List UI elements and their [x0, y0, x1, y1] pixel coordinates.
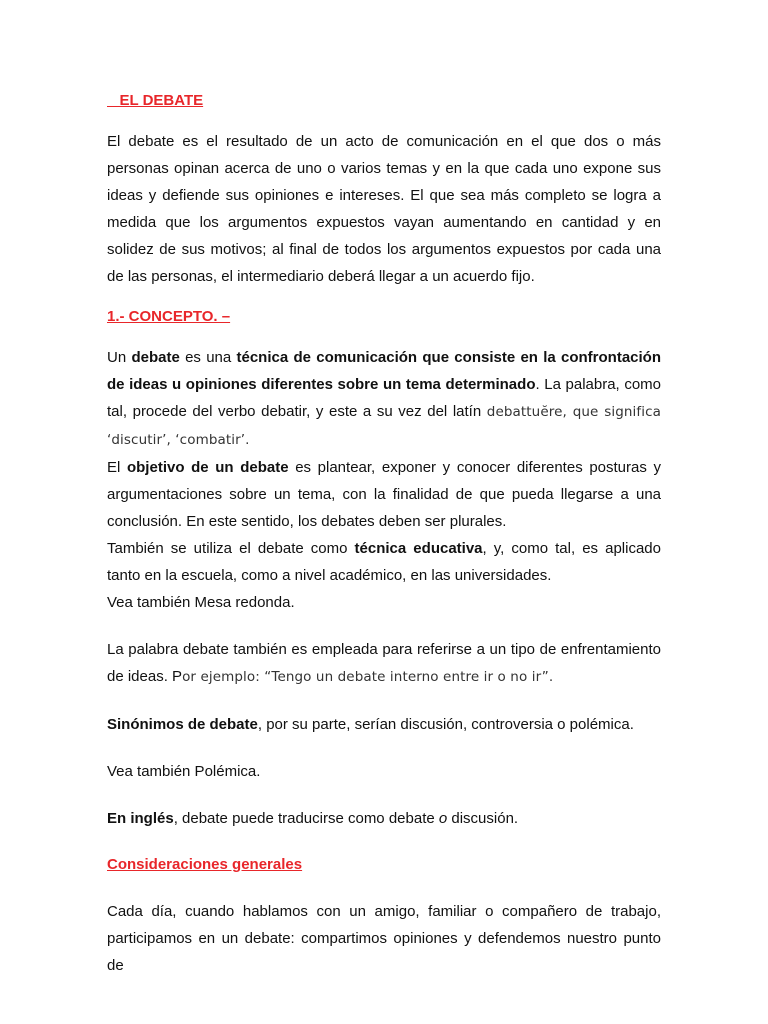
concepto-paragraph-2: El objetivo de un debate es plantear, exponer y conocer diferentes posturas y argumentaciones sobre un tema, con la finalidad de que pueda llegarse a una conclusión. En este sentido, los debates deben ser plurales. [107, 459, 661, 530]
synonyms-paragraph: Sinónimos de debate, por su parte, serían discusión, controversia o polémica. [107, 716, 634, 733]
section-heading-concepto: 1.- CONCEPTO. – [107, 308, 231, 325]
section-heading-consideraciones: Consideraciones generales [107, 856, 303, 873]
see-also-polemica: Vea también Polémica. [107, 763, 261, 780]
intro-paragraph: El debate es el resultado de un acto de comunicación en el que dos o más personas opinan acerca de uno o varios temas y en la que cada uno expone sus ideas y defiende sus opiniones e intereses. El que sea más completo se logra a medida que los argumentos expuestos vayan aumentando en cantidad y en solidez de sus motivos; al final de todos los argumentos expuestos por cada una de las personas, el intermediario deberá llegar a un acuerdo fijo. [107, 133, 661, 285]
concepto-paragraph-5: La palabra debate también es empleada para referirse a un tipo de enfrentamiento de ideas. Por ejemplo: “Tengo un debate interno entre ir o no ir”. [107, 641, 661, 685]
english-paragraph: En inglés, debate puede traducirse como debate o discusión. [107, 810, 519, 827]
concepto-paragraph-1: Un debate es una técnica de comunicación que consiste en la confrontación de ideas u opiniones diferentes sobre un tema determinado. La palabra, como tal, procede del verbo debatir, y este a su vez del latín debattuĕre, que significa ‘discutir’, ‘combatir’. [107, 349, 662, 448]
consideraciones-paragraph: Cada día, cuando hablamos con un amigo, familiar o compañero de trabajo, participamos en un debate: compartimos opiniones y defendemos nuestro punto de [107, 903, 661, 974]
concepto-paragraph-3: También se utiliza el debate como técnica educativa, y, como tal, es aplicado tanto en la escuela, como a nivel académico, en las universidades. [107, 540, 661, 584]
document-title: EL DEBATE [107, 92, 204, 109]
see-also-mesa-redonda: Vea también Mesa redonda. [107, 594, 295, 611]
